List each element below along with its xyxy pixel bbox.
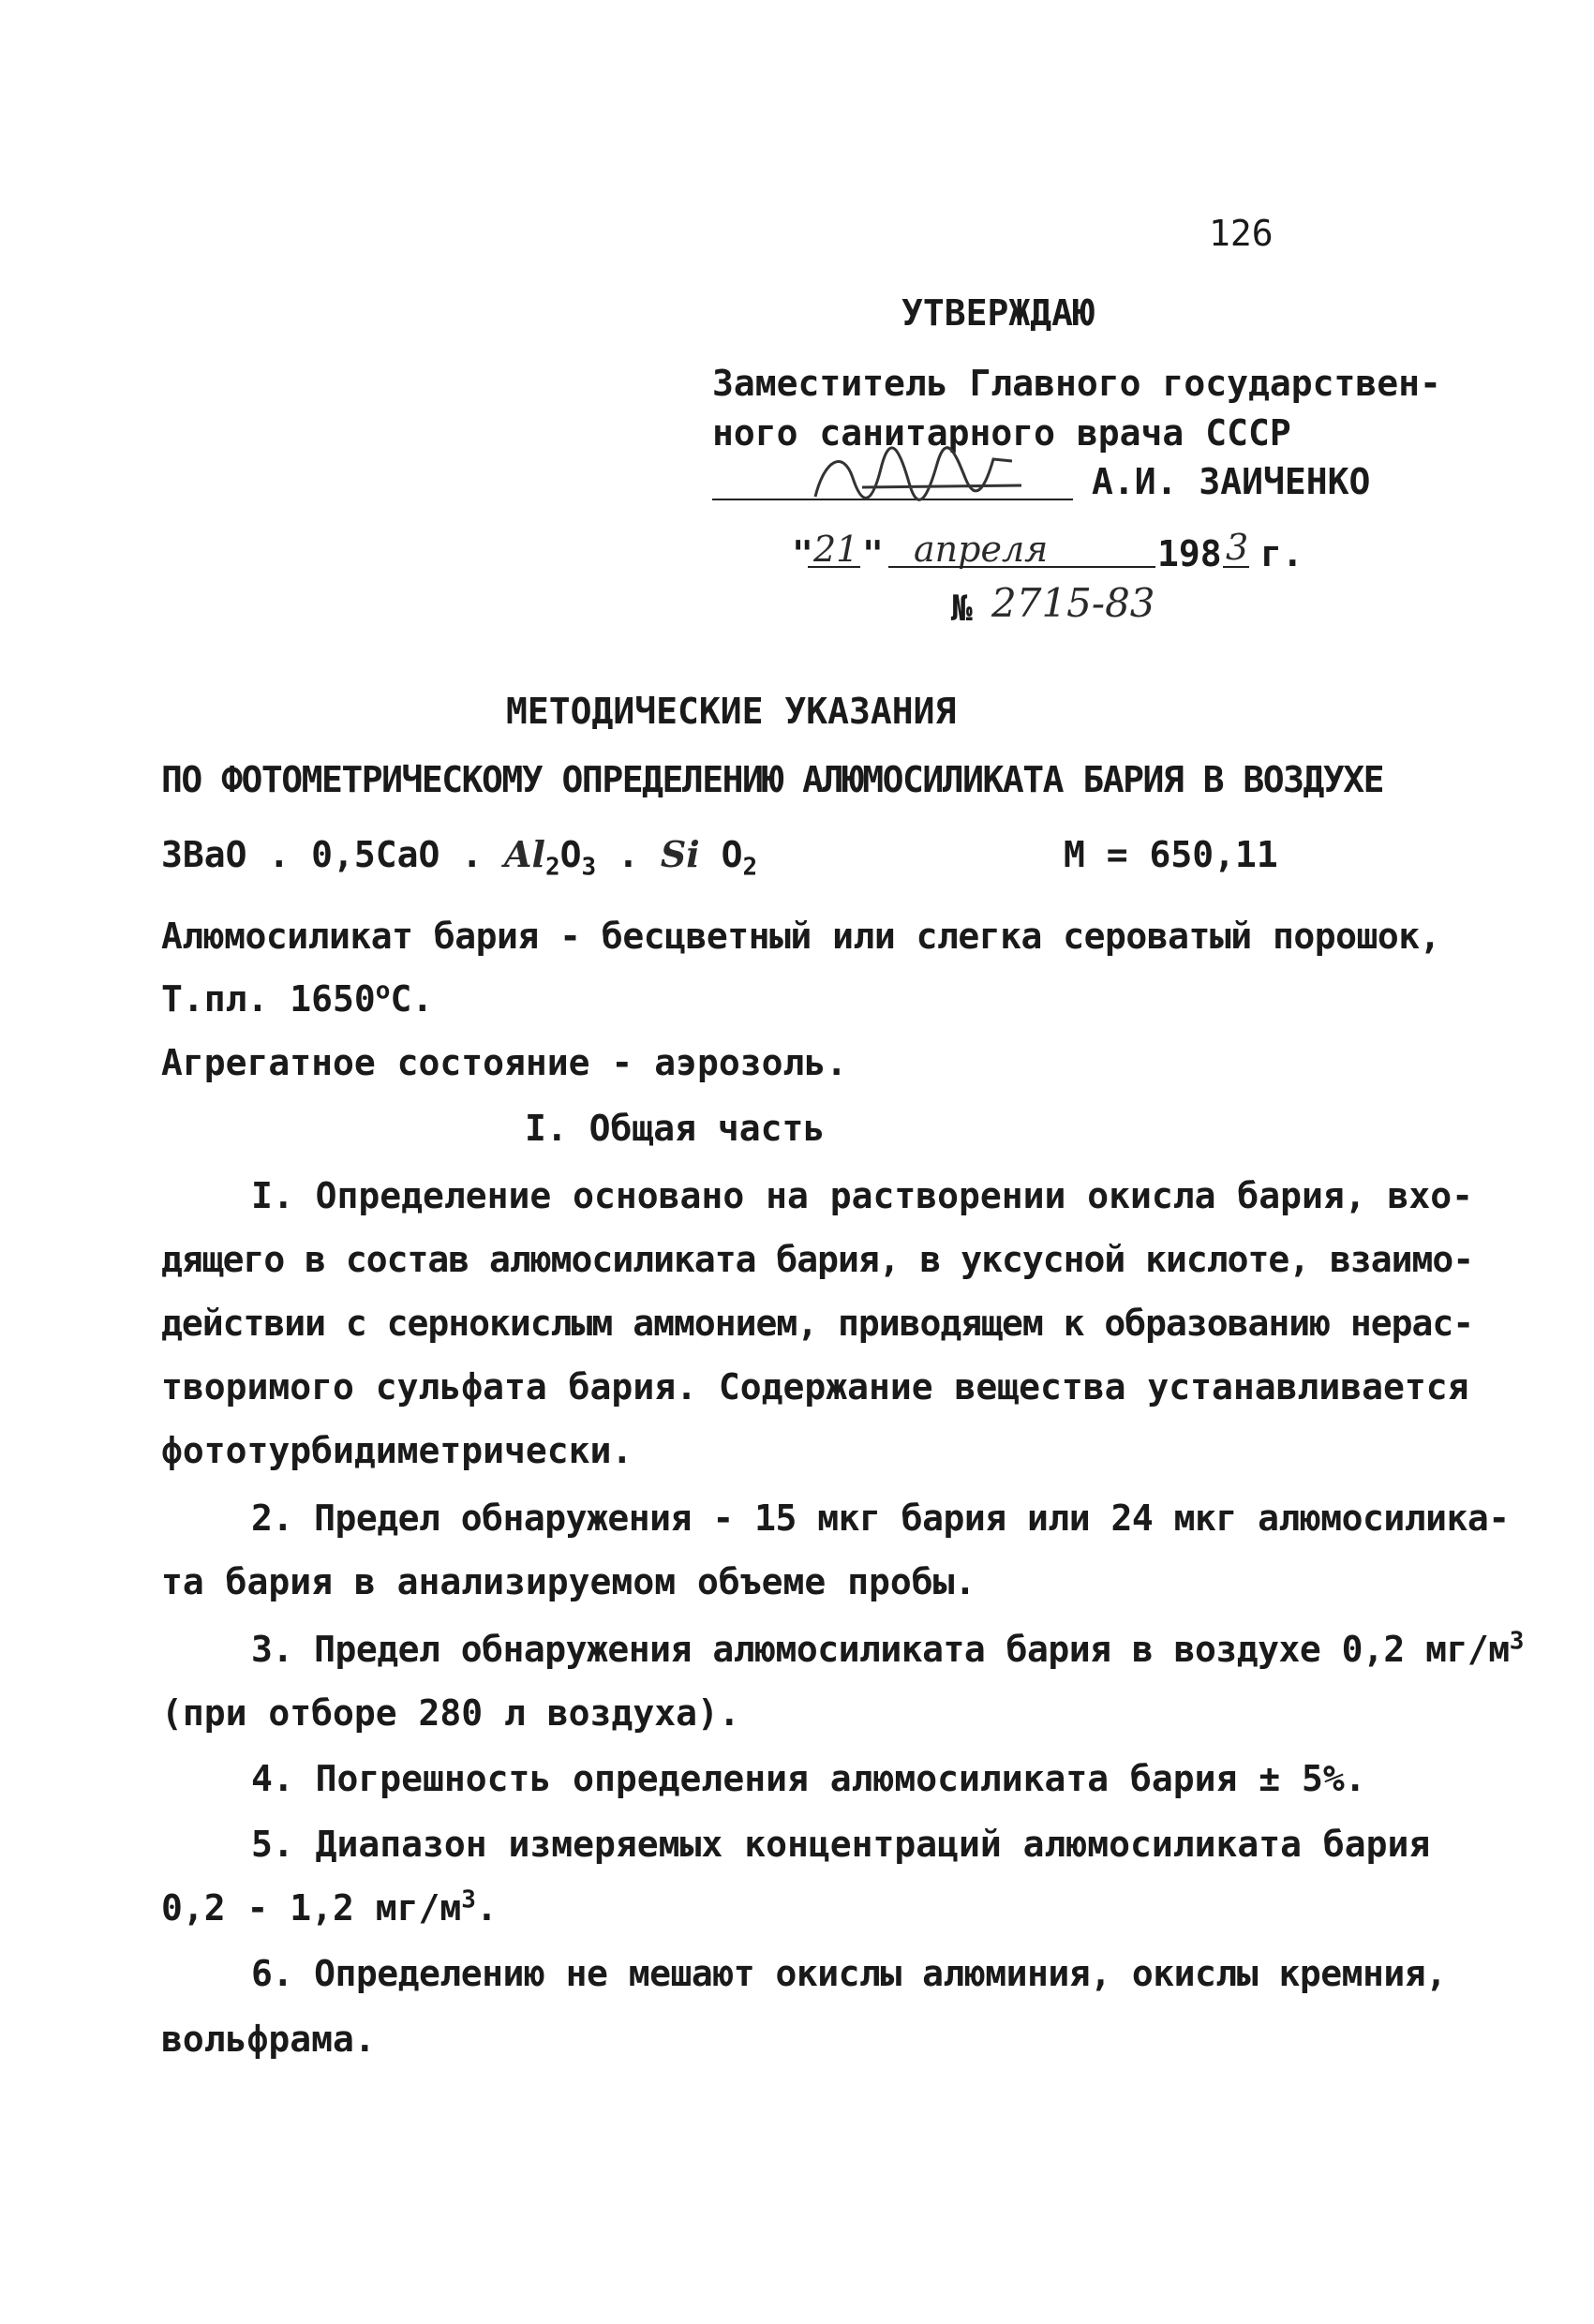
registration-number: 2715-83 xyxy=(991,580,1155,626)
date-quote-close: " xyxy=(862,533,884,574)
degree-sign: o xyxy=(375,976,391,1006)
date-year-prefix: 198 xyxy=(1157,533,1222,574)
date-year-unit: г. xyxy=(1260,533,1304,574)
document-title-line1: МЕТОДИЧЕСКИЕ УКАЗАНИЯ xyxy=(506,691,957,732)
range-cubic-superscript: 3 xyxy=(461,1885,476,1914)
cubic-superscript: 3 xyxy=(1509,1627,1524,1656)
formula-sep: . xyxy=(596,834,661,875)
date-day-line xyxy=(808,566,860,568)
detection-limit-air-text: 3. Предел обнаружения алюмосиликата бария в воздухе 0,2 мг/м xyxy=(251,1629,1510,1670)
paragraph6-line1: 6. Определению не мешают окислы алюминия, окислы кремния, xyxy=(251,1953,1447,1994)
date-month: апреля xyxy=(914,529,1049,570)
melting-point-unit: С. xyxy=(390,978,434,1020)
chemical-formula xyxy=(161,832,758,882)
date-month-line xyxy=(888,566,1155,568)
description-line3: Агрегатное состояние - аэрозоль. xyxy=(161,1042,848,1083)
formula-o2: O xyxy=(699,834,743,875)
signature-scribble xyxy=(806,440,1050,515)
date-year-line xyxy=(1223,566,1249,568)
paragraph1-line5: фототурбидиметрически. xyxy=(161,1430,633,1471)
formula-o-sub: 3 xyxy=(581,853,597,882)
paragraph4: 4. Погрешность определения алюмосиликата бария ± 5%. xyxy=(251,1758,1366,1799)
document-title-line2: ПО ФОТОМЕТРИЧЕСКОМУ ОПРЕДЕЛЕНИЮ АЛЮМОСИЛИКАТА БАРИЯ В ВОЗДУХЕ xyxy=(161,759,1384,800)
paragraph3-line1 xyxy=(251,1627,1524,1672)
section-heading: I. Общая часть xyxy=(525,1108,826,1149)
description-line1: Алюмосиликат бария - бесцветный или слегка сероватый порошок, xyxy=(161,916,1441,957)
paragraph1-line2: дящего в состав алюмосиликата бария, в уксусной кислоте, взаимо- xyxy=(161,1239,1474,1280)
paragraph2-line2: та бария в анализируемом объеме пробы. xyxy=(161,1561,976,1602)
paragraph1-line4: творимого сульфата бария. Содержание вещества устанавливается xyxy=(161,1366,1469,1408)
formula-si: Si xyxy=(660,833,700,875)
approval-position-line2: ного санитарного врача СССР xyxy=(712,412,1291,454)
melting-point-text: Т.пл. 1650 xyxy=(161,978,376,1020)
paragraph5-line2 xyxy=(161,1885,498,1930)
range-text: 0,2 - 1,2 мг/м xyxy=(161,1887,462,1929)
paragraph6-line2: вольфрама. xyxy=(161,2019,376,2060)
date-year-suffix: 3 xyxy=(1226,527,1249,568)
formula-o2-sub: 2 xyxy=(742,853,758,882)
paragraph1-line1: I. Определение основано на растворении окисла бария, вхо- xyxy=(251,1175,1474,1216)
paragraph5-line1: 5. Диапазон измеряемых концентраций алюмосиликата бария xyxy=(251,1824,1431,1865)
date-day: 21 xyxy=(813,529,859,570)
formula-oxides: 3BaO . 0,5CaO . xyxy=(161,834,505,875)
registration-number-prefix: № xyxy=(951,588,973,629)
description-line2 xyxy=(161,976,433,1021)
formula-o: O xyxy=(559,834,582,875)
molar-mass: M = 650,11 xyxy=(1064,834,1278,875)
approval-heading: УТВЕРЖДАЮ xyxy=(901,292,1095,334)
paragraph3-line2: (при отборе 280 л воздуха). xyxy=(161,1692,740,1734)
range-period: . xyxy=(475,1887,498,1929)
paragraph1-line3: действии с сернокислым аммонием, приводящем к образованию нерас- xyxy=(161,1303,1474,1344)
page-number: 126 xyxy=(1209,213,1274,254)
formula-al-sub: 2 xyxy=(544,853,560,882)
formula-al: Al xyxy=(504,833,545,875)
date-quote-open: " xyxy=(792,533,813,574)
paragraph2-line1: 2. Предел обнаружения - 15 мкг бария или 24 мкг алюмосилика- xyxy=(251,1497,1510,1539)
approval-position-line1: Заместитель Главного государствен- xyxy=(712,363,1441,404)
approver-name: А.И. ЗАИЧЕНКО xyxy=(1092,461,1371,502)
